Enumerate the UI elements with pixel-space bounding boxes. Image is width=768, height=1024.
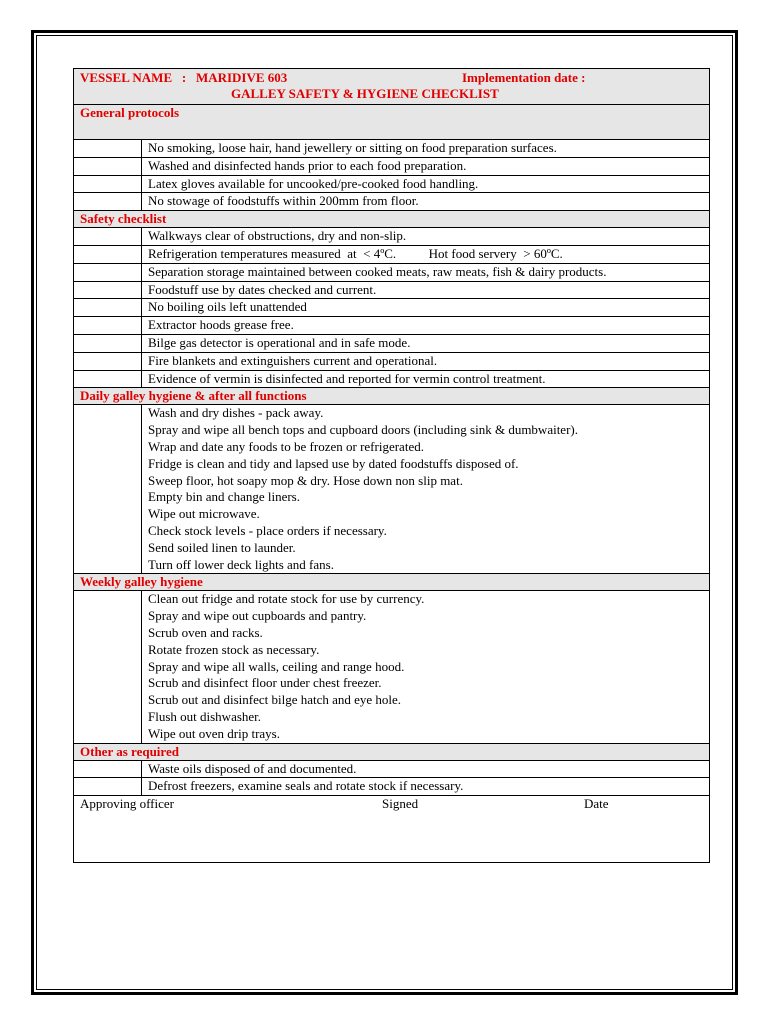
header-row <box>74 69 710 105</box>
checklist-item: Scrub oven and racks. <box>148 624 263 640</box>
checklist-item: Empty bin and change liners. <box>148 489 300 505</box>
checklist-item: Defrost freezers, examine seals and rotate stock if necessary. <box>142 778 710 796</box>
table-row <box>74 175 710 193</box>
check-box[interactable] <box>74 352 142 370</box>
checklist-item: Extractor hoods grease free. <box>142 317 710 335</box>
table-row <box>74 334 710 352</box>
check-box[interactable] <box>74 405 142 574</box>
checklist-item: Foodstuff use by dates checked and current. <box>142 281 710 299</box>
checklist-item-group <box>142 591 710 743</box>
checklist-item: Spray and wipe all bench tops and cupboard doors (including sink & dumbwaiter). <box>148 422 578 438</box>
table-row <box>74 317 710 335</box>
checklist-item: Spray and wipe all walls, ceiling and range hood. <box>148 658 405 674</box>
checklist-item: Wrap and date any foods to be frozen or refrigerated. <box>148 438 424 454</box>
checklist-item: Waste oils disposed of and documented. <box>142 760 710 778</box>
table-row <box>74 193 710 211</box>
checklist-item: Latex gloves available for uncooked/pre-cooked food handling. <box>142 175 710 193</box>
check-box[interactable] <box>74 228 142 246</box>
check-box[interactable] <box>74 334 142 352</box>
table-row <box>74 263 710 281</box>
table-row <box>74 281 710 299</box>
checklist-item: Fridge is clean and tidy and lapsed use by dated foodstuffs disposed of. <box>148 455 519 471</box>
section-row <box>74 574 710 591</box>
checklist-item: Rotate frozen stock as necessary. <box>148 641 320 657</box>
approval-cell[interactable] <box>74 796 710 863</box>
checklist-item: No smoking, loose hair, hand jewellery or sitting on food preparation surfaces. <box>142 140 710 158</box>
checklist-item: Clean out fridge and rotate stock for use by currency. <box>148 591 425 607</box>
checklist-item: Spray and wipe out cupboards and pantry. <box>148 608 367 624</box>
section-row <box>74 388 710 405</box>
table-row <box>74 591 710 743</box>
section-title-general: General protocols <box>74 105 710 140</box>
checklist-item: Fire blankets and extinguishers current and operational. <box>142 352 710 370</box>
checklist-item: Bilge gas detector is operational and in safe mode. <box>142 334 710 352</box>
table-row <box>74 370 710 388</box>
checklist-item: Wash and dry dishes - pack away. <box>148 405 324 421</box>
signed-label: Signed <box>382 796 419 812</box>
checklist-item: Evidence of vermin is disinfected and reported for vermin control treatment. <box>142 370 710 388</box>
checklist-item: Scrub out and disinfect bilge hatch and eye hole. <box>148 692 402 708</box>
check-box[interactable] <box>74 760 142 778</box>
checklist-item: Turn off lower deck lights and fans. <box>148 556 334 572</box>
table-row <box>74 228 710 246</box>
table-row <box>74 405 710 574</box>
check-box[interactable] <box>74 778 142 796</box>
table-row <box>74 352 710 370</box>
section-title-safety: Safety checklist <box>74 211 710 228</box>
table-row <box>74 140 710 158</box>
checklist-item: No stowage of foodstuffs within 200mm from floor. <box>142 193 710 211</box>
checklist-item-group <box>142 405 710 574</box>
checklist-item: Check stock levels - place orders if necessary. <box>148 522 387 538</box>
table-row <box>74 157 710 175</box>
galley-checklist-table <box>73 68 710 863</box>
approval-row <box>74 796 710 863</box>
section-row <box>74 211 710 228</box>
check-box[interactable] <box>74 157 142 175</box>
check-box[interactable] <box>74 281 142 299</box>
checklist-title: GALLEY SAFETY & HYGIENE CHECKLIST <box>231 86 499 101</box>
checklist-item: Sweep floor, hot soapy mop & dry. Hose down non slip mat. <box>148 472 463 488</box>
checklist-item: Wipe out microwave. <box>148 506 260 522</box>
check-box[interactable] <box>74 140 142 158</box>
checklist-item: Scrub and disinfect floor under chest freezer. <box>148 675 382 691</box>
check-box[interactable] <box>74 317 142 335</box>
check-box[interactable] <box>74 175 142 193</box>
date-label: Date <box>584 796 609 812</box>
checklist-item: Refrigeration temperatures measured at < 4ºC. Hot food servery > 60ºC. <box>142 245 710 263</box>
section-row <box>74 105 710 140</box>
check-box[interactable] <box>74 193 142 211</box>
header-cell <box>74 69 710 105</box>
vessel-name: VESSEL NAME : MARIDIVE 603 <box>80 70 288 85</box>
checklist-item: Send soiled linen to launder. <box>148 539 296 555</box>
section-title-daily: Daily galley hygiene & after all functions <box>74 388 710 405</box>
checklist-item: Flush out dishwasher. <box>148 708 262 724</box>
approving-officer-label: Approving officer <box>80 796 174 812</box>
table-row <box>74 245 710 263</box>
check-box[interactable] <box>74 245 142 263</box>
check-box[interactable] <box>74 370 142 388</box>
checklist-item: Wipe out oven drip trays. <box>148 725 280 741</box>
table-row <box>74 299 710 317</box>
table-row <box>74 778 710 796</box>
section-title-weekly: Weekly galley hygiene <box>74 574 710 591</box>
check-box[interactable] <box>74 299 142 317</box>
section-title-other: Other as required <box>74 743 710 760</box>
checklist-item: Washed and disinfected hands prior to each food preparation. <box>142 157 710 175</box>
check-box[interactable] <box>74 263 142 281</box>
checklist-item: Separation storage maintained between cooked meats, raw meats, fish & dairy products. <box>142 263 710 281</box>
section-row <box>74 743 710 760</box>
checklist-item: No boiling oils left unattended <box>142 299 710 317</box>
implementation-date-label: Implementation date : <box>462 70 586 85</box>
table-row <box>74 760 710 778</box>
check-box[interactable] <box>74 591 142 743</box>
checklist-item: Walkways clear of obstructions, dry and non-slip. <box>142 228 710 246</box>
